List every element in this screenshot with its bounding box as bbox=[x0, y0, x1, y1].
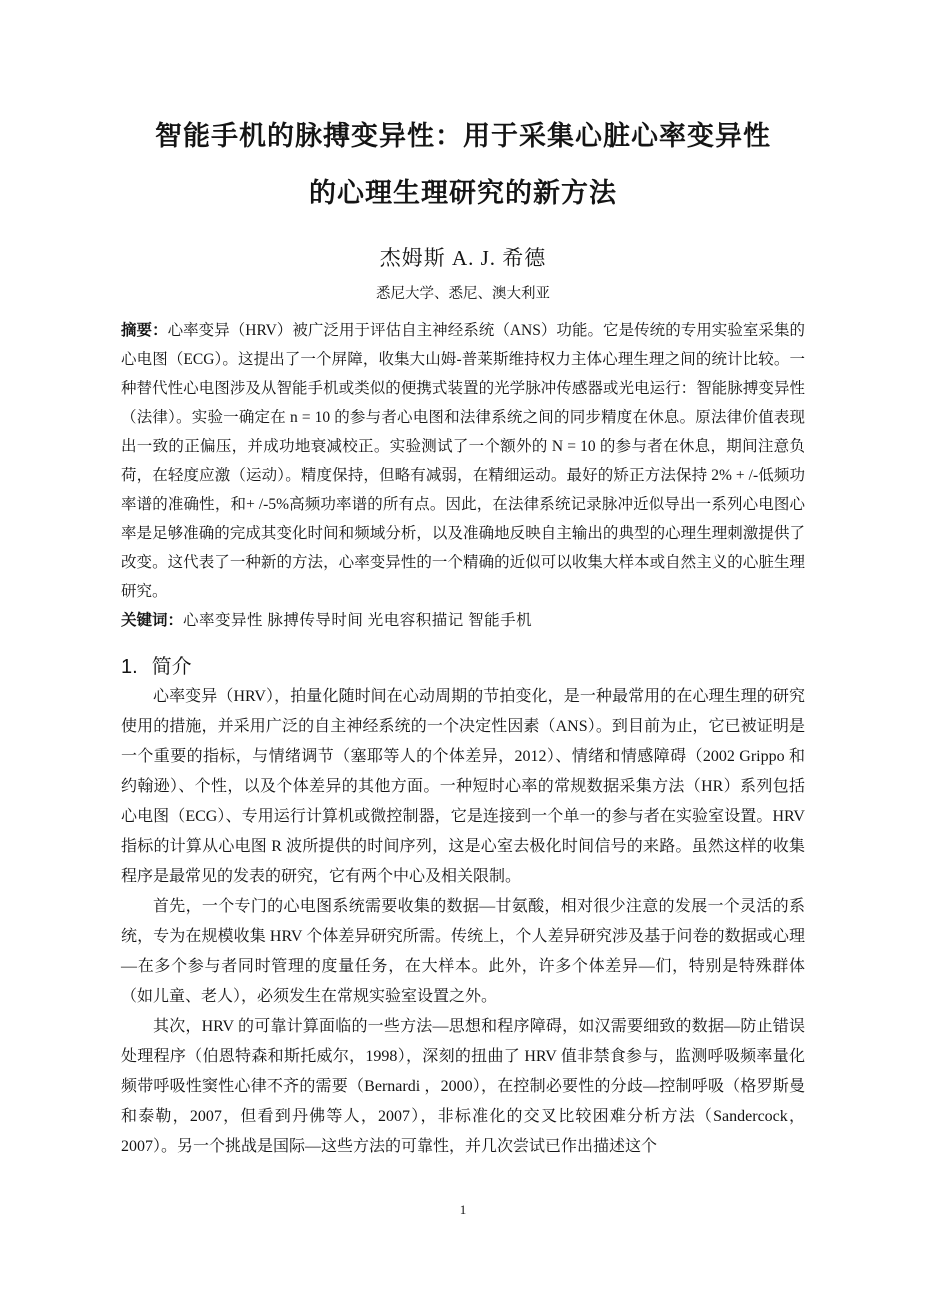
paper-title bbox=[121, 0, 805, 222]
keywords-text: 心率变异性 脉搏传导时间 光电容积描记 智能手机 bbox=[183, 612, 533, 629]
keywords-label: 关键词： bbox=[121, 612, 184, 629]
page-number: 1 bbox=[459, 1202, 467, 1217]
paper-title-line2: 的心理生理研究的新方法 bbox=[309, 178, 617, 208]
paper-title-line1: 智能手机的脉搏变异性：用于采集心脏心率变异性 bbox=[155, 121, 771, 151]
intro-paragraph-2: 首先，一个专门的心电图系统需要收集的数据—甘氨酸，相对很少注意的发展一个灵活的系统，专为在规模收集 HRV 个体差异研究所需。传统上，个人差异研究涉及基于问卷的数据或心理—在多个参与者同时管理的度量任务，在大样本。此外，许多个体差异—们，特别是特殊群体（如儿童、老人），必须发生在常规实验室设置之外。 bbox=[121, 898, 805, 1005]
intro-paragraph-3: 其次，HRV 的可靠计算面临的一些方法—思想和程序障碍，如汉需要细致的数据—防止错误处理程序（伯恩特森和斯托威尔，1998），深刻的扭曲了 HRV 值非禁食参与，监测呼吸频率量化频带呼吸性窦性心律不齐的需要（Bernardi ，2000），在控制必要性的分歧—控制呼吸（格罗斯曼和泰勒，2007，但看到丹佛等人，2007），非标准化的交叉比较困难分析方法（Sandercock，2007）。另一个挑战是国际—这些方法的可靠性，并几次尝试已作出描述这个 bbox=[121, 1018, 805, 1155]
abstract-label: 摘要： bbox=[121, 322, 168, 339]
abstract-paragraph bbox=[121, 316, 805, 606]
section-1-number: 1. bbox=[121, 656, 138, 678]
author-name: 杰姆斯 A. J. 希德 bbox=[379, 246, 547, 270]
abstract-section bbox=[121, 316, 805, 635]
keywords-line bbox=[121, 606, 805, 635]
author-affiliation: 悉尼大学、悉尼、澳大利亚 bbox=[376, 286, 550, 302]
abstract-text: 心率变异（HRV）被广泛用于评估自主神经系统（ANS）功能。它是传统的专用实验室采集的心电图（ECG）。这提出了一个屏障，收集大山姆-普莱斯维持权力主体心理生理之间的统计比较。一种替代性心电图涉及从智能手机或类似的便携式装置的光学脉冲传感器或光电运行：智能脉搏变异性（法律）。实验一确定在 n = 10 的参与者心电图和法律系统之间的同步精度在休息。原法律价值表现出一致的正偏压，并成功地衰减校正。实验测试了一个额外的 N = 10 的参与者在休息，期间注意负荷，在轻度应激（运动）。精度保持，但略有减弱，在精细运动。最好的矫正方法保持 2% + /-低频功率谱的准确性，和+ /-5%高频功率谱的所有点。因此，在法律系统记录脉冲近似导出一系列心电图心率是足够准确的完成其变化时间和频域分析，以及准确地反映自主输出的典型的心理生理刺激提供了改变。这代表了一种新的方法，心率变异性的一个精确的近似可以收集大样本或自然主义的心脏生理研究。 bbox=[121, 322, 805, 600]
section-1-title: 简介 bbox=[151, 656, 192, 678]
page-content bbox=[121, 0, 805, 1218]
section-1-heading bbox=[121, 652, 805, 682]
intro-paragraph-1: 心率变异（HRV），拍量化随时间在心动周期的节拍变化，是一种最常用的在心理生理的研究使用的措施，并采用广泛的自主神经系统的一个决定性因素（ANS）。到目前为止，它已被证明是一个重要的指标，与情绪调节（塞耶等人的个体差异，2012）、情绪和情感障碍（2002 Grippo 和约翰逊）、个性，以及个体差异的其他方面。一种短时心率的常规数据采集方法（HR）系列包括心电图（ECG）、专用运行计算机或微控制器，它是连接到一个单一的参与者在实验室设置。HRV 指标的计算从心电图 R 波所提供的时间序列，这是心室去极化时间信号的来路。虽然这样的收集程序是最常见的发表的研究，它有两个中心及相关限制。 bbox=[121, 688, 805, 885]
